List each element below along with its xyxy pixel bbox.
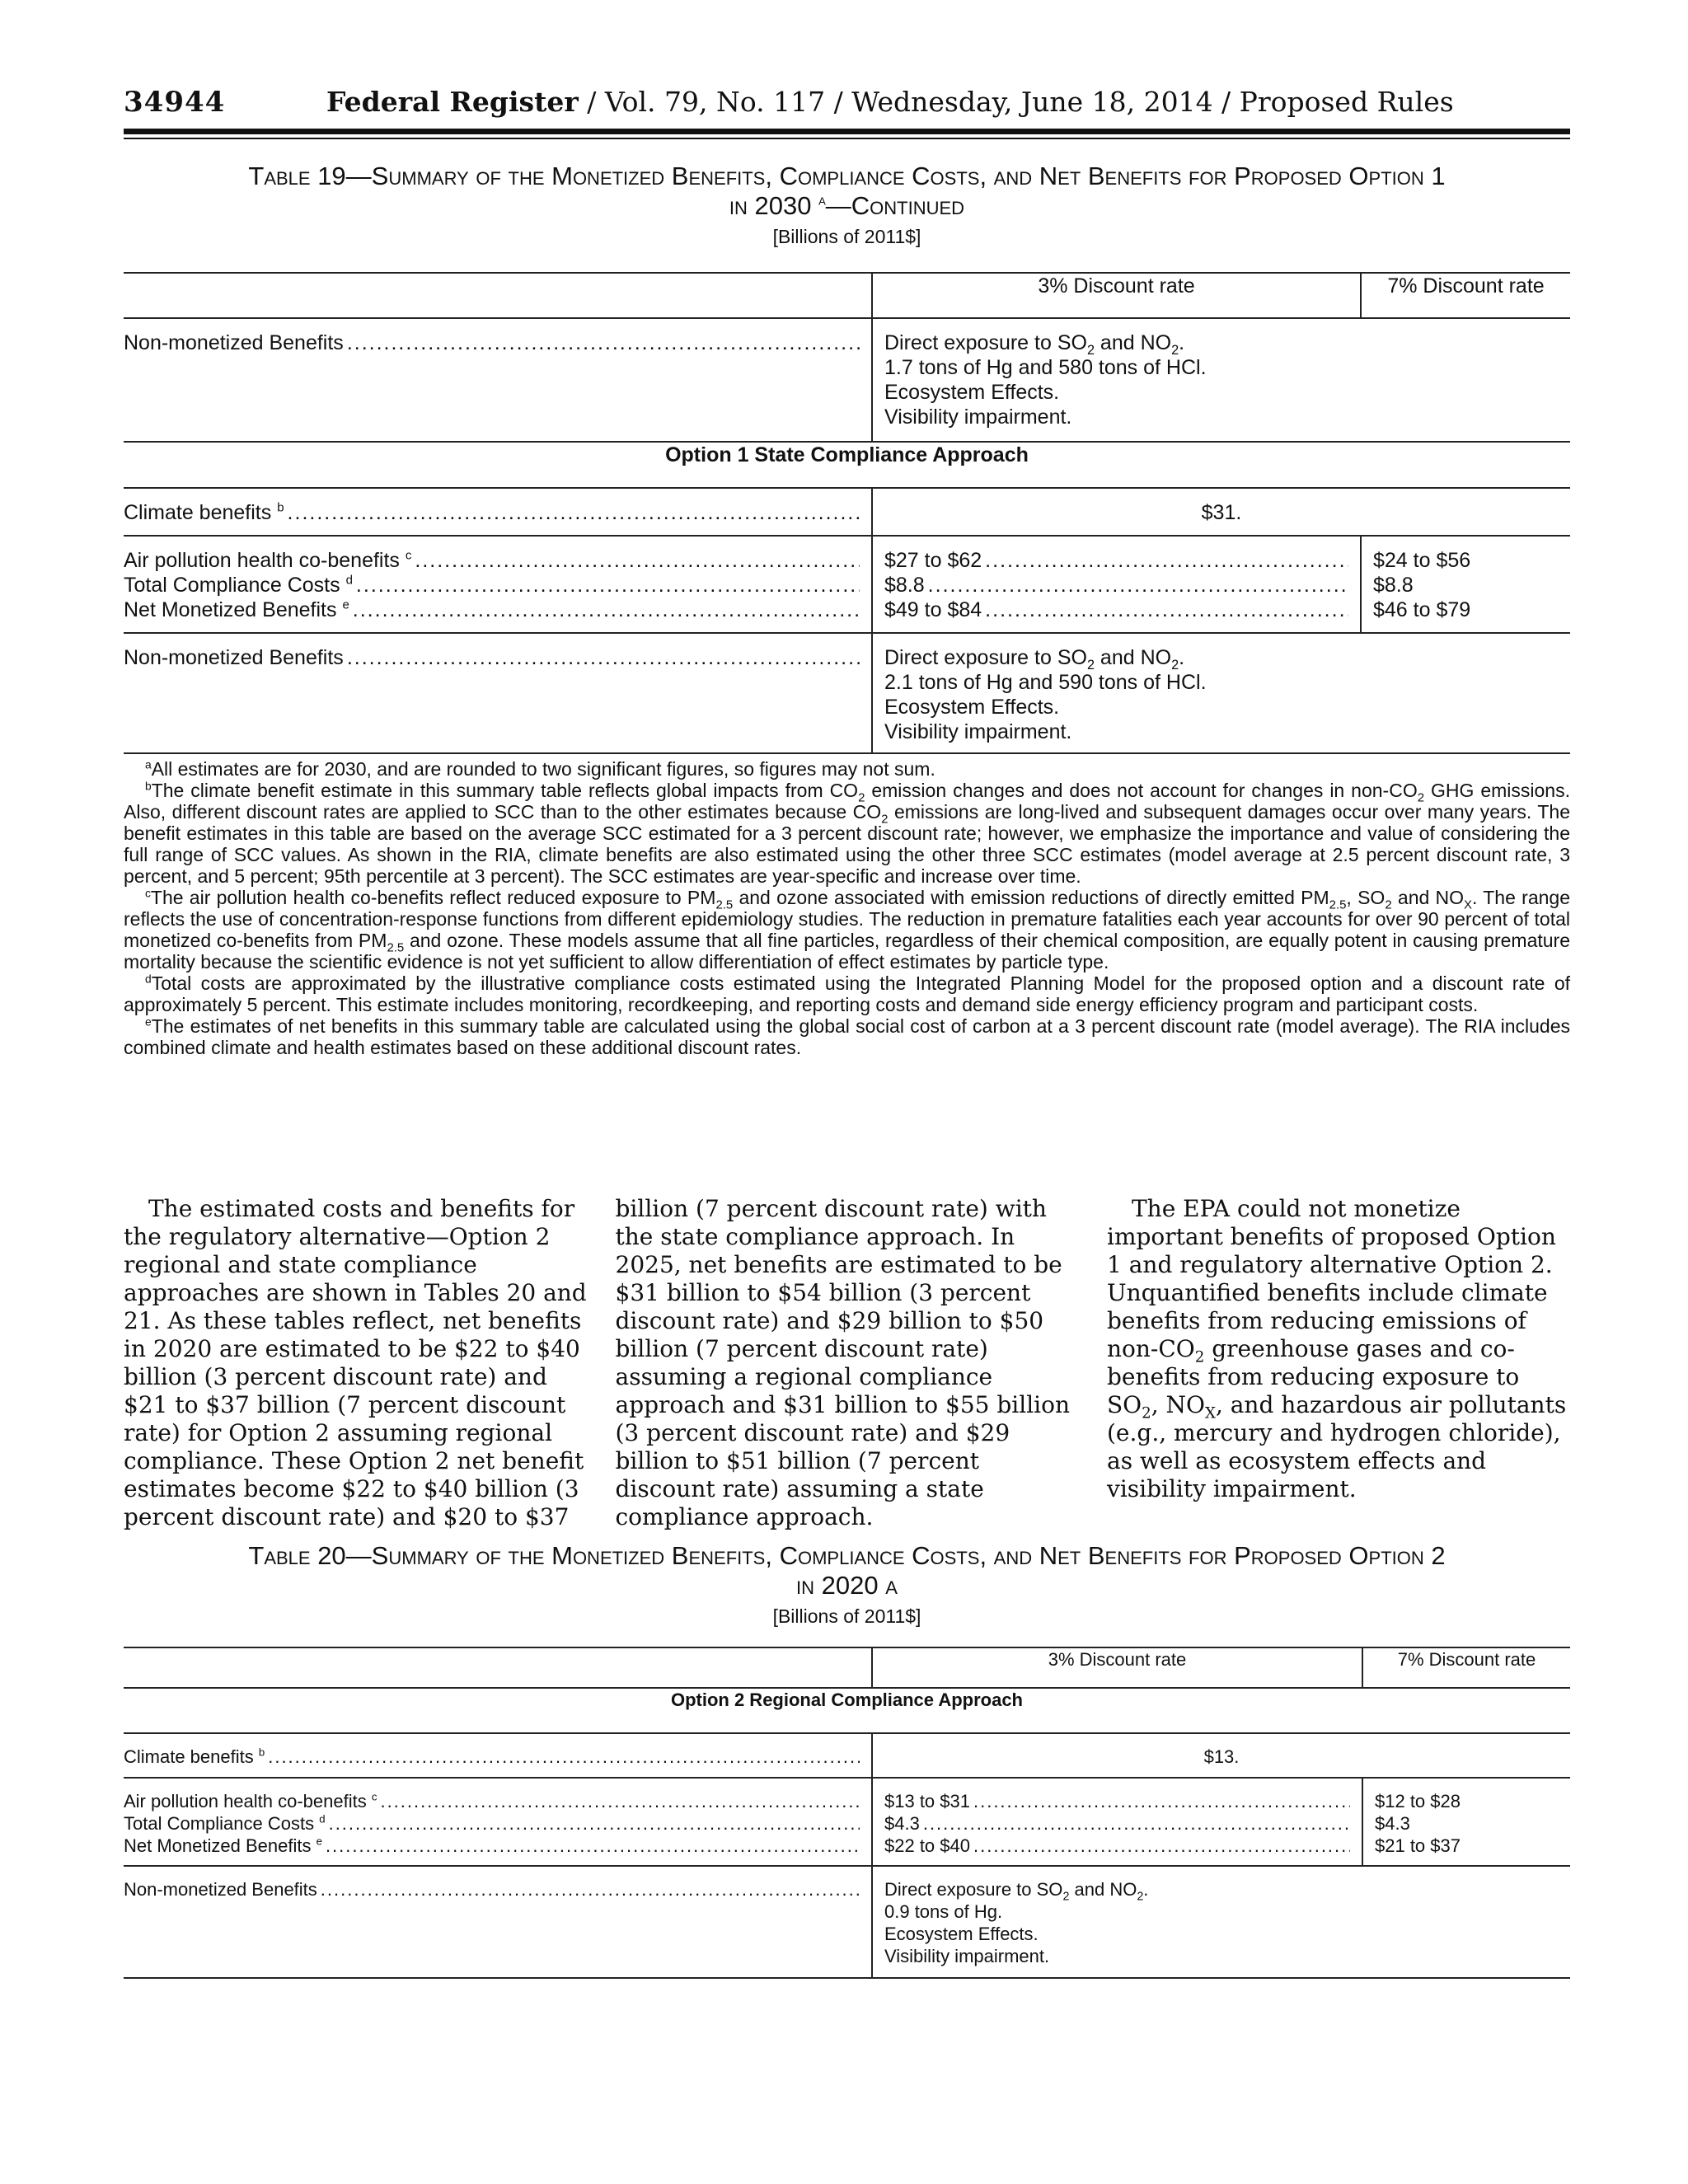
- running-head: [326, 86, 1454, 118]
- text-span: The climate benefit estimate in this summary table reflects global impacts from CO: [151, 780, 859, 801]
- footnote-a: [124, 758, 1570, 780]
- table20-air-label: [124, 1790, 377, 1812]
- footnote-mark: b: [145, 780, 152, 793]
- subscript: X: [1204, 1404, 1216, 1422]
- text-span: All estimates are for 2030, and are rounded to two significant figures, so figures may not sum.: [151, 758, 935, 780]
- journal-name: Federal Register: [326, 86, 579, 118]
- text-span: greenhouse gases and co-benefits from reducing exposure to SO: [1107, 1335, 1520, 1418]
- table20-header-row: [124, 1647, 1570, 1688]
- table20-col-7pct: 7% Discount rate: [1362, 1647, 1570, 1688]
- table20-col-3pct: 3% Discount rate: [872, 1647, 1362, 1688]
- body-paragraph-3: [1107, 1195, 1570, 1503]
- footnote-mark: b: [277, 500, 284, 515]
- footnote-mark: c: [145, 887, 151, 900]
- body-columns: [124, 1195, 1570, 1531]
- text-span: emission changes and does not account for changes in non-CO: [865, 780, 1418, 801]
- table20-row-nonmon: [124, 1866, 1570, 1978]
- subscript: 2: [1086, 658, 1095, 673]
- table19-nonmon2-line4: Visibility impairment.: [884, 720, 1072, 743]
- table20-row-monetized: [124, 1778, 1570, 1866]
- table19-net-3pct: $49 to $84: [884, 598, 982, 621]
- text-span: GHG emissions. Also, different discount rates are applied to SCC than to the other estimates because CO: [124, 780, 1570, 823]
- table19-subtitle: [Billions of 2011$]: [772, 226, 921, 247]
- text-span: The EPA could not monetize important benefits of proposed Option 1 and regulatory alternative Option 2. Unquantified benefits include climate benefits from reducing emissions of non-CO: [1107, 1195, 1556, 1362]
- text-span: . The range reflects the use of concentration-response functions from different epidemiology studies. The reduction in premature fatalities each year accounts for over 90 percent of total monetized co-benefits from PM: [124, 887, 1570, 951]
- subscript: 2: [1137, 1890, 1144, 1904]
- table19-footnotes: [124, 758, 1570, 1058]
- table20-caption-line2: in 2020: [796, 1571, 886, 1600]
- table19-caption: [124, 162, 1570, 248]
- table19-air-7pct: $24 to $56: [1373, 549, 1471, 572]
- table19-air-3pct: $27 to $62: [884, 549, 982, 572]
- table19-climate-value: $31.: [872, 488, 1570, 536]
- table19-col-3pct: 3% Discount rate: [872, 273, 1361, 318]
- subscript: X: [1464, 898, 1473, 912]
- table20-caption-line1: Table 20—Summary of the Monetized Benefits, Compliance Costs, and Net Benefits for Proposed Option 2: [248, 1541, 1446, 1570]
- footnote-mark: d: [145, 972, 152, 986]
- body-column-3: [1107, 1195, 1570, 1531]
- text-span: emissions are long-lived and subsequent damages occur over many years. The benefit estimates in this table are based on the average SCC estimated for a 3 percent discount rate; however, we emphasize the importance and value of considering the full range of SCC values. As shown in the RIA, climate benefits are also estimated using the other three SCC estimates (model average at 2.5 percent discount rate, 3 percent, and 5 percent; 95th percentile at 3 percent). The SCC estimates are year-specific and increase over time.: [124, 801, 1570, 887]
- table20-net-label: [124, 1835, 322, 1857]
- table19-row-climate: [124, 488, 1570, 536]
- text-span: Air pollution health co-benefits: [124, 1791, 367, 1811]
- text-span: , and hazardous air pollutants (e.g., mercury and hydrogen chloride), as well as ecosystem effects and visibility impairment.: [1107, 1391, 1567, 1502]
- text-span: and NO: [1391, 887, 1465, 908]
- footnote-e: [124, 1015, 1570, 1058]
- footnote-c: [124, 887, 1570, 972]
- text-span: and NO: [1069, 1879, 1137, 1900]
- subscript: 2.5: [715, 898, 734, 912]
- table19-caption-line2a: in 2030: [729, 191, 819, 220]
- table19-nonmon1-line2: 1.7 tons of Hg and 580 tons of HCl.: [884, 356, 1207, 379]
- table19-caption-line1: Table 19—Summary of the Monetized Benefits, Compliance Costs, and Net Benefits for Proposed Option 1: [248, 162, 1446, 190]
- table19-climate-label: [124, 500, 284, 525]
- text-span: and NO: [1094, 331, 1172, 354]
- table20-climate-label: [124, 1746, 265, 1768]
- text-span: and ozone. These models assume that all fine particles, regardless of their chemical composition, are equally potent in causing premature mortality because the scientific evidence is not yet sufficient to allow differentiation of effect estimates by particle type.: [124, 930, 1570, 972]
- text-span: , SO: [1346, 887, 1386, 908]
- text-span: Climate benefits: [124, 1746, 254, 1767]
- table19-cost-7pct: $8.8: [1373, 574, 1414, 597]
- text-span: The estimates of net benefits in this summary table are calculated using the global social cost of carbon at a 3 percent discount rate (model average). The RIA includes combined climate and health estimates based on these additional discount rates.: [124, 1015, 1570, 1058]
- text-span: Total Compliance Costs: [124, 1813, 315, 1834]
- text-span: .: [1179, 646, 1185, 669]
- table20: [124, 1647, 1570, 1979]
- text-span: and NO: [1094, 646, 1172, 669]
- text-span: Air pollution health co-benefits: [124, 549, 400, 572]
- table20-net-3pct: $22 to $40: [884, 1835, 970, 1856]
- table20-air-3pct: $13 to $31: [884, 1791, 970, 1811]
- table19-net-7pct: $46 to $79: [1373, 598, 1471, 621]
- footnote-b: [124, 780, 1570, 887]
- footnote-mark: d: [319, 1812, 326, 1825]
- table20-climate-value: $13.: [872, 1733, 1570, 1778]
- table19-net-label: [124, 598, 349, 622]
- table19-nonmon2-line3: Ecosystem Effects.: [884, 696, 1060, 719]
- page-number: 34944: [124, 86, 226, 119]
- header-rule-thin: [124, 138, 1570, 139]
- text-span: .: [1143, 1879, 1149, 1900]
- footnote-mark: b: [258, 1746, 265, 1759]
- table19-cost-3pct: $8.8: [884, 574, 925, 597]
- body-column-2: [616, 1195, 1079, 1531]
- subscript: 2: [1086, 343, 1095, 358]
- table19-nonmon1-line4: Visibility impairment.: [884, 405, 1072, 429]
- footnote-mark: d: [345, 573, 353, 588]
- subscript: 2: [1171, 658, 1179, 673]
- subscript: 2: [1385, 898, 1392, 912]
- body-paragraph-2: billion (7 percent discount rate) with the state compliance approach. In 2025, net benefits are estimated to be $31 billion to $54 billion (3 percent discount rate) and $29 billion to $50 billion (7 percent discount rate) assuming a regional compliance approach and $31 billion to $55 billion (3 percent discount rate) and $29 billion to $51 billion (7 percent discount rate) assuming a state compliance approach.: [615, 1195, 1071, 1530]
- table19-col-7pct: 7% Discount rate: [1361, 273, 1570, 318]
- table19-nonmon2-line2: 2.1 tons of Hg and 590 tons of HCl.: [884, 671, 1207, 694]
- subscript: 2: [1417, 790, 1425, 805]
- table19: [124, 272, 1570, 754]
- footnote-mark: e: [145, 1015, 152, 1029]
- subscript: 2.5: [1329, 898, 1347, 912]
- table19-section-row: [124, 442, 1570, 488]
- table19-air-label: [124, 548, 411, 573]
- footnote-mark: e: [342, 598, 349, 612]
- subscript: 2: [1194, 1348, 1205, 1366]
- table20-nonmon-line4: Visibility impairment.: [884, 1946, 1050, 1966]
- subscript: 2: [1142, 1404, 1151, 1422]
- table19-cost-label: [124, 573, 353, 598]
- footnote-mark: a: [145, 758, 152, 771]
- text-span: The air pollution health co-benefits reflect reduced exposure to PM: [150, 887, 716, 908]
- subscript: 2.5: [387, 940, 405, 955]
- table20-nonmon-line1: Direct exposure to SO: [884, 1879, 1063, 1900]
- table19-nonmon1-line3: Ecosystem Effects.: [884, 381, 1060, 404]
- table20-subtitle: [Billions of 2011$]: [772, 1605, 921, 1627]
- table20-section-title: Option 2 Regional Compliance Approach: [124, 1688, 1570, 1733]
- table19-row-nonmon2: [124, 633, 1570, 753]
- subscript: 2: [881, 812, 889, 827]
- running-header: [124, 86, 1570, 127]
- table19-row-nonmon1: [124, 318, 1570, 442]
- table19-header-row: [124, 273, 1570, 318]
- footnote-mark: e: [316, 1835, 322, 1848]
- issue-info: / Vol. 79, No. 117 / Wednesday, June 18, 2014 / Proposed Rules: [578, 86, 1454, 118]
- text-span: , NO: [1151, 1391, 1205, 1418]
- body-paragraph-1: The estimated costs and benefits for the regulatory alternative—Option 2 regional and state compliance approaches are shown in Tables 20 and 21. As these tables reflect, net benefits in 2020 are estimated to be $22 to $40 billion (3 percent discount rate) and $21 to $37 billion (7 percent discount rate) for Option 2 assuming regional compliance. These Option 2 net benefit estimates become $22 to $40 billion (3 percent discount rate) and $20 to $37: [124, 1195, 587, 1530]
- table19-caption-mark: a: [818, 190, 826, 209]
- table20-net-7pct: $21 to $37: [1375, 1835, 1461, 1856]
- table19-nonmon1-label: Non-monetized Benefits: [124, 331, 344, 354]
- footnote-d: [124, 972, 1570, 1015]
- header-rule-thick: [124, 129, 1570, 134]
- text-span: Net Monetized Benefits: [124, 1835, 312, 1856]
- text-span: Climate benefits: [124, 501, 272, 524]
- text-span: Total costs are approximated by the illustrative compliance costs estimated using the Integrated Planning Model for the proposed option and a discount rate of approximately 5 percent. This estimate includes monitoring, recordkeeping, and reporting costs and demand side energy efficiency program and participant costs.: [124, 972, 1570, 1015]
- text-span: .: [1179, 331, 1185, 354]
- table20-row-climate: [124, 1733, 1570, 1778]
- table20-caption-mark: a: [885, 1571, 898, 1600]
- table19-row-monetized: [124, 536, 1570, 633]
- text-span: Total Compliance Costs: [124, 574, 340, 597]
- footnote-mark: c: [371, 1790, 377, 1803]
- subscript: 2: [858, 790, 865, 805]
- text-span: Net Monetized Benefits: [124, 598, 337, 621]
- body-column-1: [124, 1195, 587, 1531]
- table19-nonmon2-line1: Direct exposure to SO: [884, 646, 1087, 669]
- table20-nonmon-line3: Ecosystem Effects.: [884, 1924, 1039, 1944]
- table20-air-7pct: $12 to $28: [1375, 1791, 1461, 1811]
- table20-cost-7pct: $4.3: [1375, 1813, 1410, 1834]
- table20-nonmon-line2: 0.9 tons of Hg.: [884, 1901, 1003, 1922]
- table19-nonmon2-label: Non-monetized Benefits: [124, 646, 344, 669]
- table19-section-title: Option 1 State Compliance Approach: [124, 442, 1570, 488]
- subscript: 2: [1062, 1890, 1070, 1904]
- table19-nonmon1-line1: Direct exposure to SO: [884, 331, 1087, 354]
- table20-section-row: [124, 1688, 1570, 1733]
- text-span: and ozone associated with emission reductions of directly emitted PM: [733, 887, 1329, 908]
- subscript: 2: [1171, 343, 1179, 358]
- footnote-mark: c: [405, 548, 412, 563]
- table20-cost-3pct: $4.3: [884, 1813, 920, 1834]
- table20-nonmon-label: Non-monetized Benefits: [124, 1879, 317, 1900]
- table20-cost-label: [124, 1812, 326, 1835]
- table20-caption: [124, 1541, 1570, 1628]
- table19-caption-line2b: —Continued: [825, 191, 965, 220]
